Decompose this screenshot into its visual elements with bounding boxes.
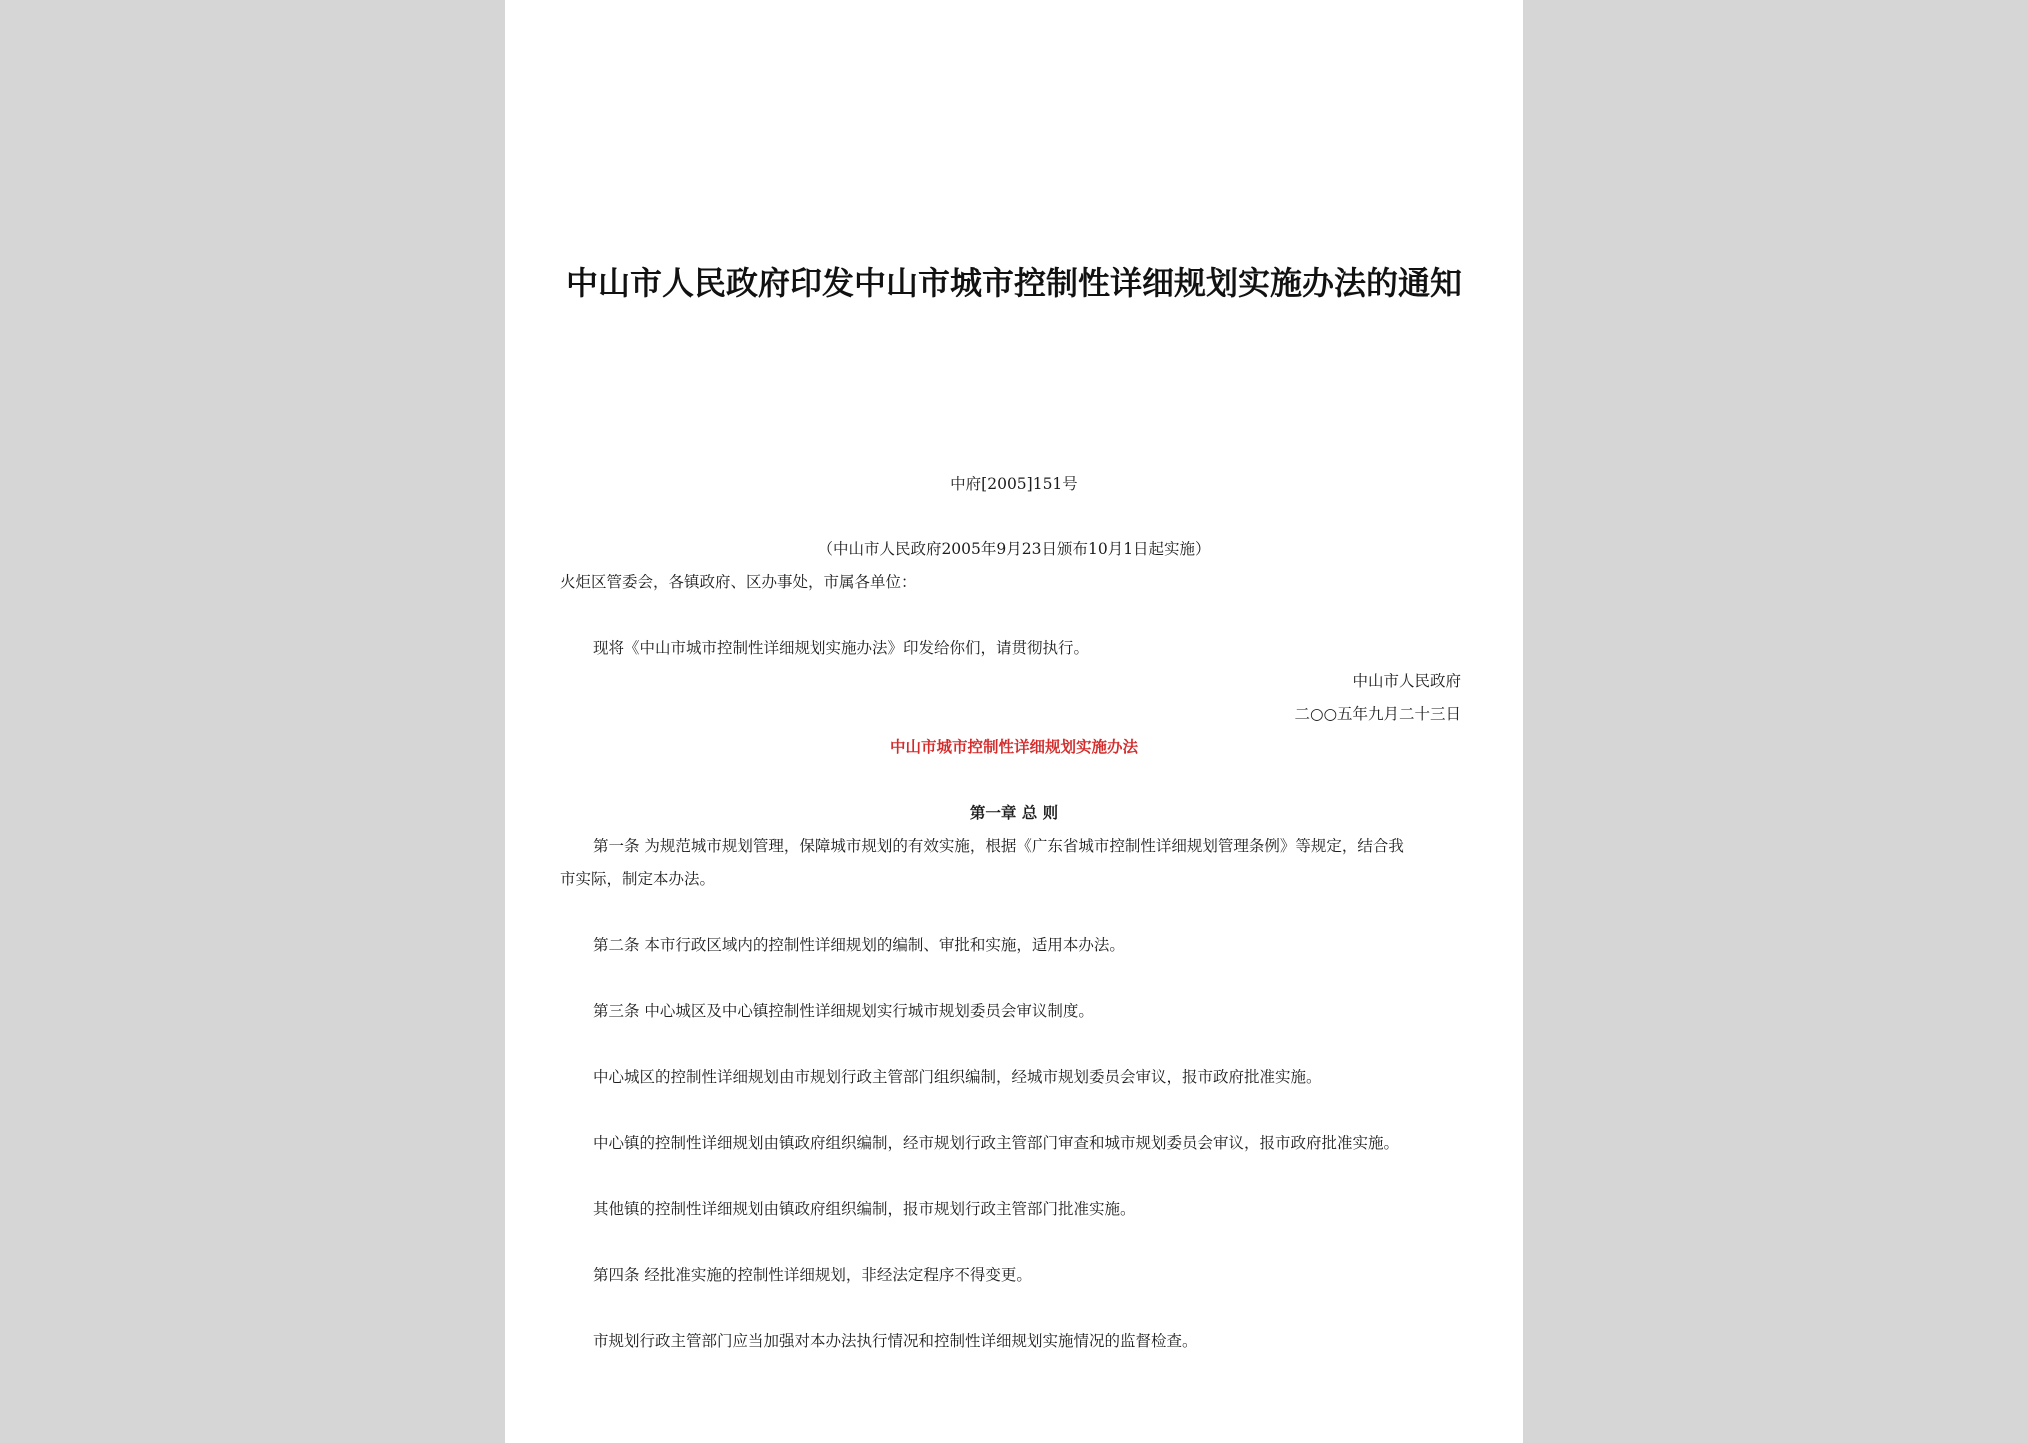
document-title: 中山市人民政府印发中山市城市控制性详细规划实施办法的通知 xyxy=(565,264,1462,302)
article-2: 第二条 本市行政区域内的控制性详细规划的编制、审批和实施，适用本办法。 xyxy=(593,936,1125,954)
salutation: 火炬区管委会，各镇政府、区办事处，市属各单位： xyxy=(560,573,917,591)
article-3-paragraph-2: 中心城区的控制性详细规划由市规划行政主管部门组织编制，经城市规划委员会审议，报市政府批准实施。 xyxy=(593,1068,1322,1086)
article-4-paragraph-2: 市规划行政主管部门应当加强对本办法执行情况和控制性详细规划实施情况的监督检查。 xyxy=(593,1332,1198,1350)
signature-org: 中山市人民政府 xyxy=(1352,672,1461,690)
signature-date: 二○○五年九月二十三日 xyxy=(1294,705,1461,723)
article-3-paragraph-3: 中心镇的控制性详细规划由镇政府组织编制，经市规划行政主管部门审查和城市规划委员会审议，报市政府批准实施。 xyxy=(593,1134,1400,1152)
body-intro: 现将《中山市城市控制性详细规划实施办法》印发给你们，请贯彻执行。 xyxy=(593,639,1090,657)
document-page xyxy=(505,0,1523,1443)
chapter-heading: 第一章 总 则 xyxy=(969,803,1059,822)
article-3: 第三条 中心城区及中心镇控制性详细规划实行城市规划委员会审议制度。 xyxy=(593,1002,1094,1020)
article-3-paragraph-4: 其他镇的控制性详细规划由镇政府组织编制，报市规划行政主管部门批准实施。 xyxy=(593,1200,1136,1218)
article-1-line-1: 第一条 为规范城市规划管理，保障城市规划的有效实施，根据《广东省城市控制性详细规划管理条例》等规定，结合我 xyxy=(593,837,1404,855)
issue-note: （中山市人民政府2005年9月23日颁布10月1日起实施） xyxy=(817,540,1211,558)
article-4: 第四条 经批准实施的控制性详细规划，非经法定程序不得变更。 xyxy=(593,1266,1032,1284)
measures-title: 中山市城市控制性详细规划实施办法 xyxy=(889,737,1138,756)
article-1-line-2: 市实际，制定本办法。 xyxy=(560,870,716,888)
document-number: 中府[2005]151号 xyxy=(950,475,1078,493)
